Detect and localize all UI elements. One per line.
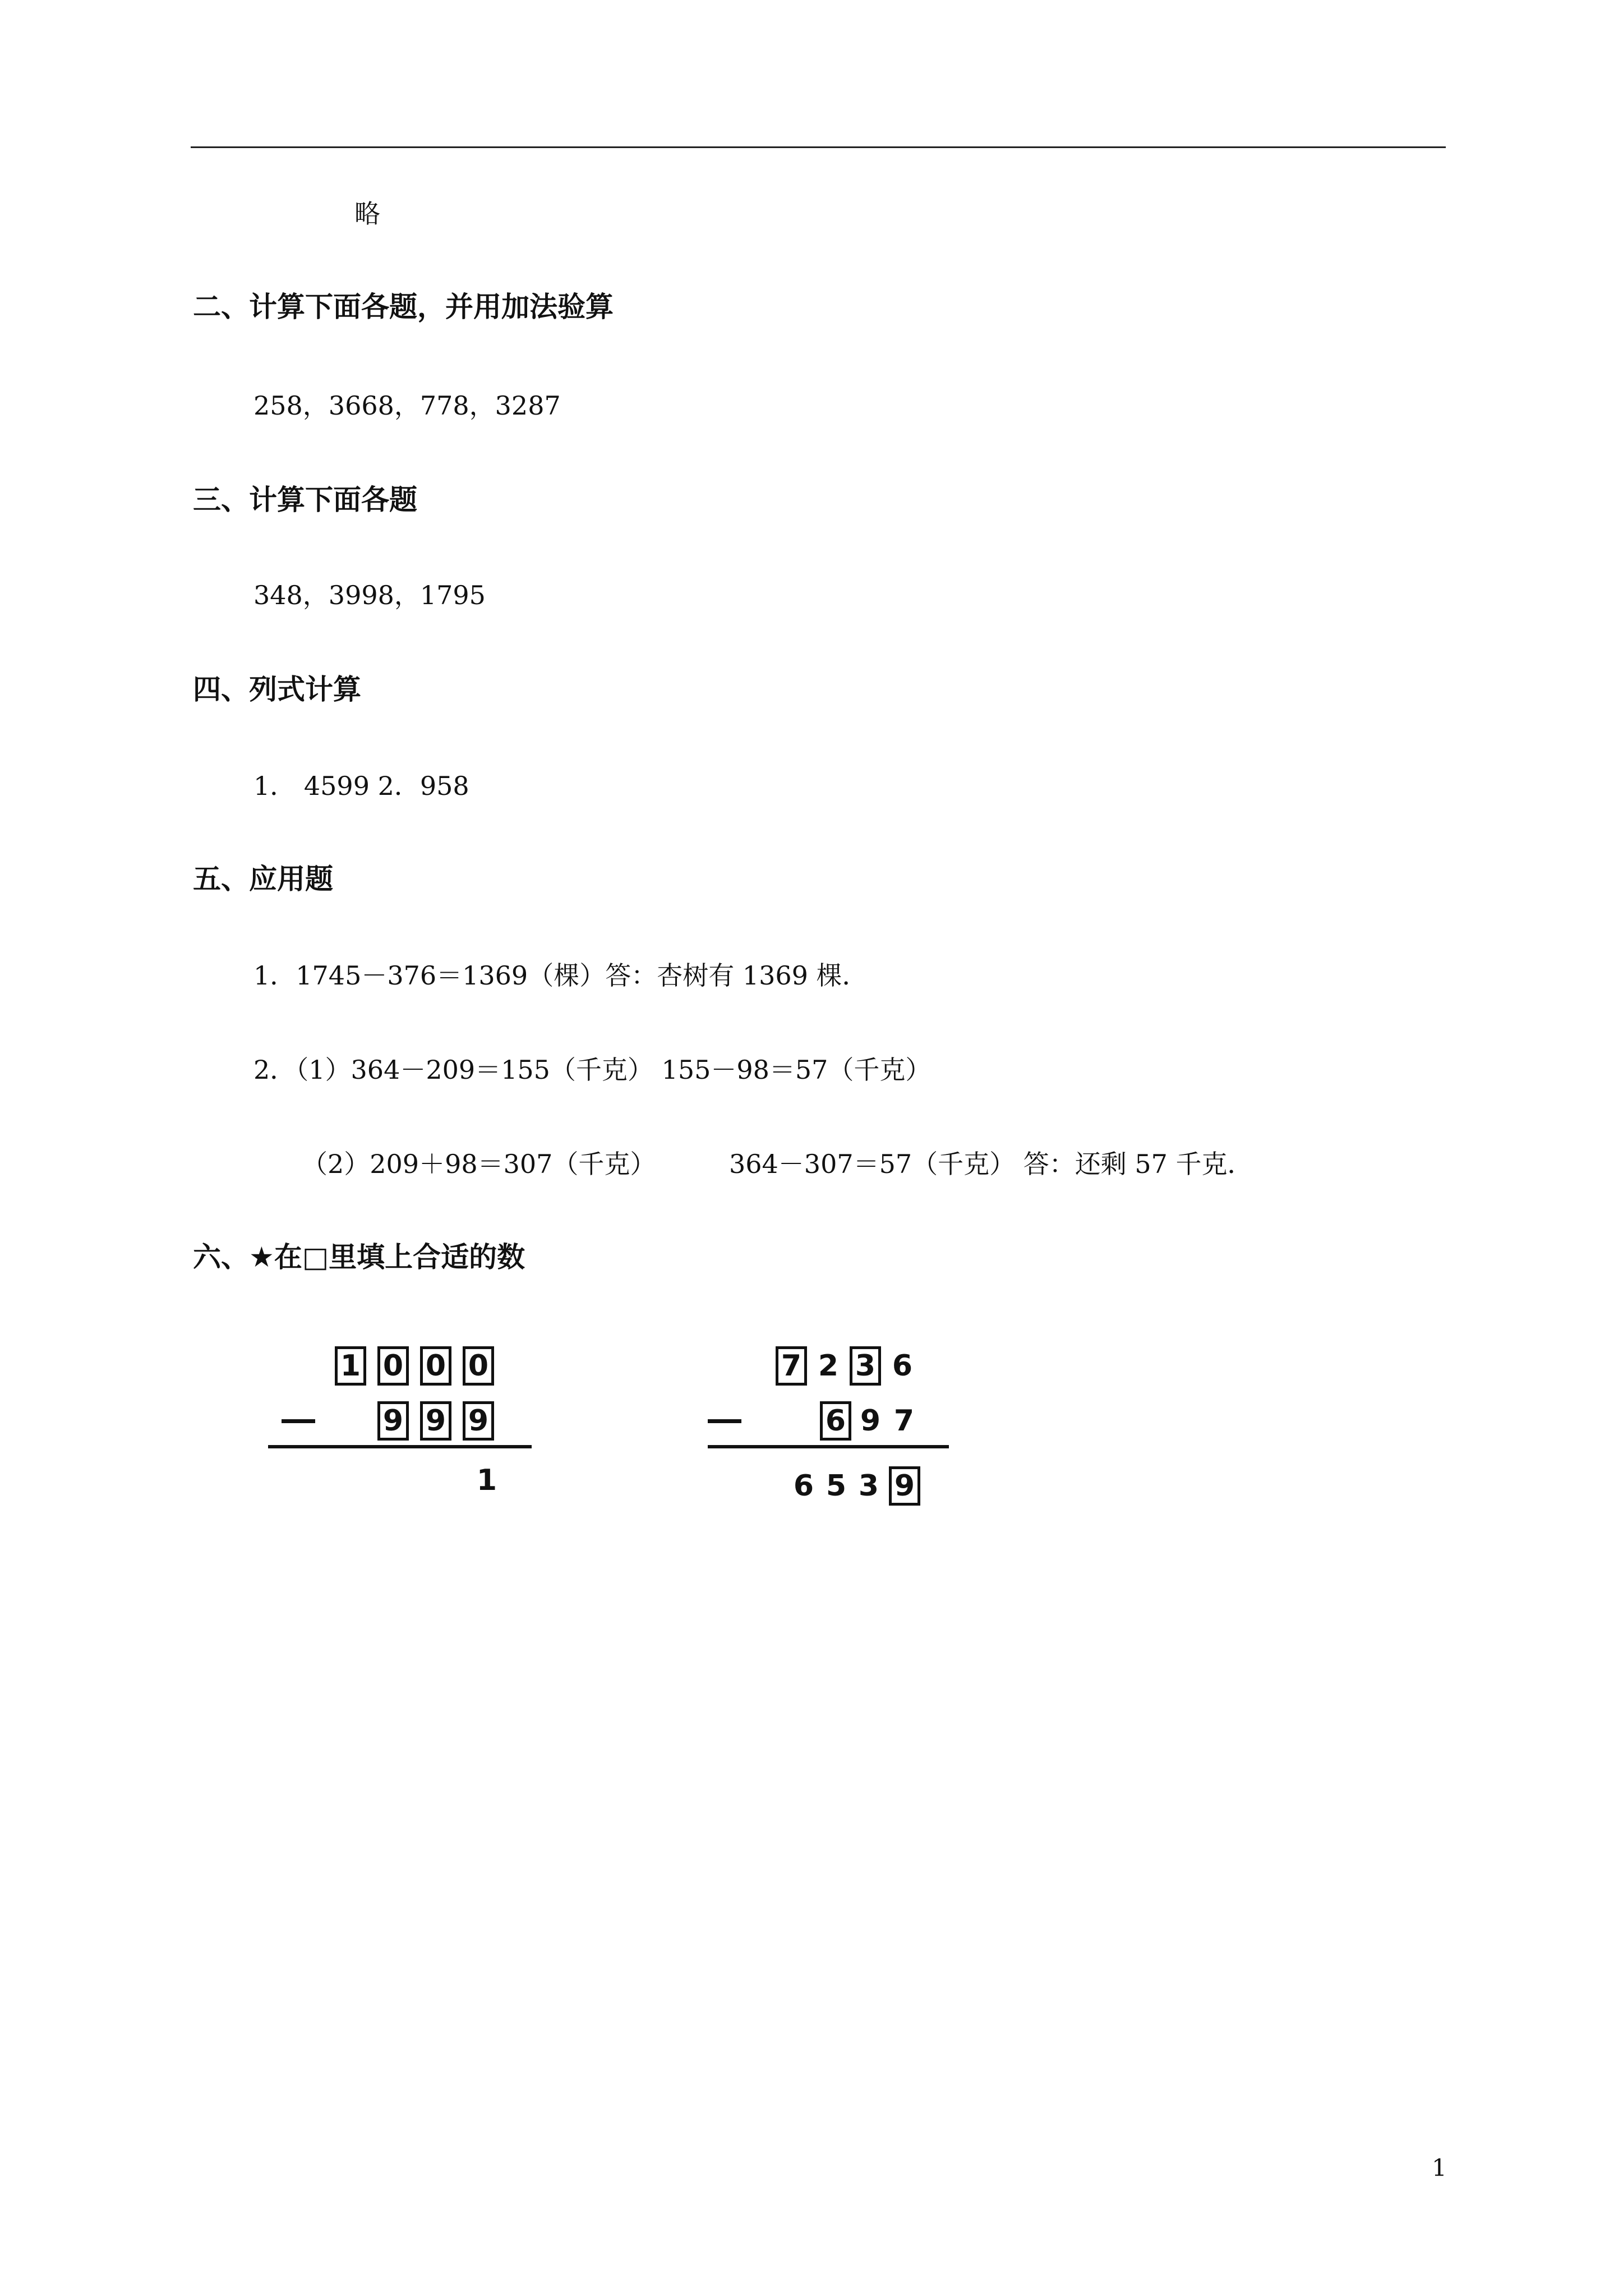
digit-box: 0 [463,1346,494,1386]
digit: 9 [860,1404,881,1438]
sum-line [268,1445,532,1448]
section5-q1: 1．1745－376＝1369（棵）答：杏树有 1369 棵． [253,960,868,991]
result-digit: 1 [476,1464,497,1497]
digit: 6 [892,1349,913,1383]
section3-answers: 348，3998，1795 [253,580,486,610]
result-digit: 6 [793,1469,814,1503]
section6-heading: 六、★在□里填上合适的数 [193,1241,525,1273]
result-digit: 3 [858,1469,879,1503]
digit: 7 [893,1404,915,1438]
digit-box: 1 [335,1346,366,1386]
sum-line [708,1445,949,1448]
digit-box: 6 [820,1401,851,1441]
section3-heading: 三、计算下面各题 [193,484,417,516]
digit-box: 9 [420,1401,451,1441]
section5-q2b-part2: 364－307＝57（千克） 答：还剩 57 千克． [729,1149,1253,1179]
section5-q2b-part1: （2）209＋98＝307（千克） [302,1149,656,1179]
minus-sign [282,1419,315,1423]
section4-heading: 四、列式计算 [193,673,361,706]
section4-answers: 1． 4599 2．958 [253,771,469,801]
section2-heading: 二、计算下面各题，并用加法验算 [193,291,614,323]
digit-box: 7 [776,1346,807,1386]
digit-box: 9 [463,1401,494,1441]
digit-box: 9 [377,1401,409,1441]
minus-sign [708,1419,741,1423]
digit-box: 3 [850,1346,881,1386]
digit-box: 9 [889,1466,920,1506]
item1-answer: 略 [354,199,380,229]
page-number: 1 [1432,2154,1447,2182]
section2-answers: 258，3668，778，3287 [253,390,561,421]
section5-heading: 五、应用题 [193,863,333,895]
header-rule [191,146,1446,148]
digit-box: 0 [377,1346,409,1386]
digit: 2 [818,1349,839,1383]
digit-box: 0 [420,1346,451,1386]
section5-q2a: 2．（1）364－209＝155（千克） 155－98＝57（千克） [253,1055,932,1085]
result-digit: 5 [826,1469,847,1503]
